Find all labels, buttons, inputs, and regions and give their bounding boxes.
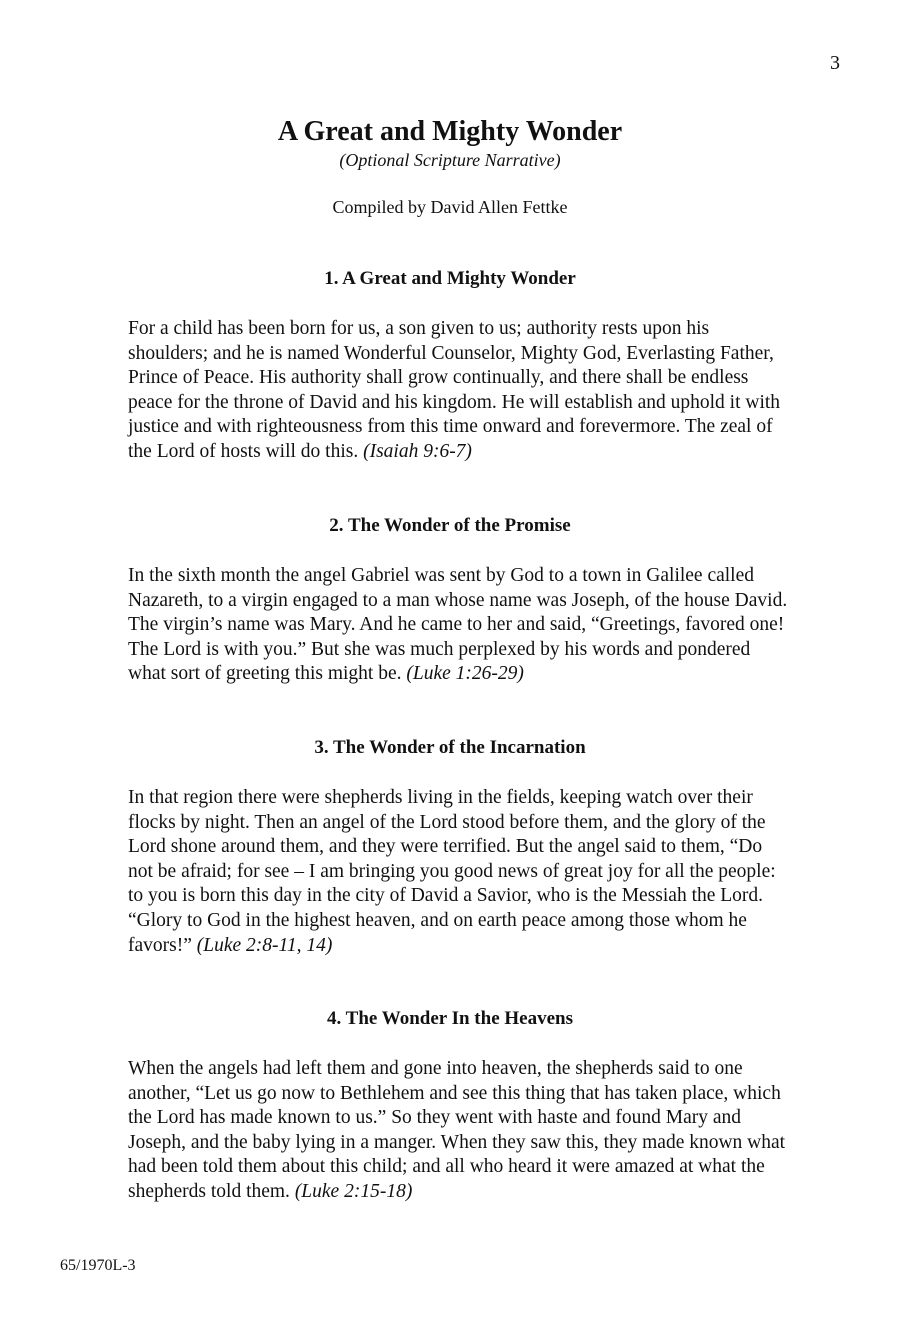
- section-body-3: [128, 786, 788, 958]
- section-body-1: [128, 317, 788, 465]
- section-text-4: When the angels had left them and gone into heaven, the shepherds said to one another, “Let us go now to Bethlehem and see this thing that has taken place, which the Lord has made known to us.” So they went with haste and found Mary and Joseph, and the baby lying in a manger. When they saw this, they made known what had been told them about this child; and all who heard it were amazed at what the shepherds told them.: [128, 1058, 786, 1202]
- section-heading-2: 2. The Wonder of the Promise: [329, 515, 571, 536]
- scripture-reference-2: (Luke 1:26-29): [406, 663, 524, 685]
- catalog-number: 65/1970L-3: [60, 1257, 136, 1274]
- section-heading-1: 1. A Great and Mighty Wonder: [324, 268, 576, 289]
- section-heading-3: 3. The Wonder of the Incarnation: [314, 737, 586, 758]
- section-body-4: [128, 1057, 788, 1205]
- scripture-reference-4: (Luke 2:15-18): [294, 1180, 413, 1202]
- page-subtitle: (Optional Scripture Narrative): [339, 150, 561, 170]
- page-title: A Great and Mighty Wonder: [277, 116, 623, 147]
- section-body-2: [128, 564, 788, 687]
- section-text-3: In that region there were shepherds living in the fields, keeping watch over their flocks by night. Then an angel of the Lord stood before them, and the glory of the Lord shone around them, and they were terrified. But the angel said to them, “Do not be afraid; for see – I am bringing you good news of great joy for all the people: to you is born this day in the city of David a Savior, who is the Messiah the Lord. “Glory to God in the highest heaven, and on earth peace among those whom he favors!”: [128, 787, 776, 956]
- section-text-2: In the sixth month the angel Gabriel was sent by God to a town in Galilee called Nazareth, to a virgin engaged to a man whose name was Joseph, of the house David. The virgin’s name was Mary. And he came to her and said, “Greetings, favored one! The Lord is with you.” But she was much perplexed by his words and pondered what sort of greeting this might be.: [128, 565, 788, 685]
- section-text-1: For a child has been born for us, a son given to us; authority rests upon his shoulders; and he is named Wonderful Counselor, Mighty God, Everlasting Father, Prince of Peace. His authority shall grow continually, and there shall be endless peace for the throne of David and his kingdom. He will establish and uphold it with justice and with righteousness from this time onward and forevermore. The zeal of the Lord of hosts will do this.: [128, 318, 781, 462]
- section-heading-4: 4. The Wonder In the Heavens: [327, 1008, 573, 1029]
- scripture-reference-3: (Luke 2:8-11, 14): [196, 934, 333, 956]
- page-number: 3: [830, 52, 840, 74]
- scripture-reference-1: (Isaiah 9:6-7): [363, 440, 472, 462]
- compiler-credit: Compiled by David Allen Fettke: [332, 197, 568, 217]
